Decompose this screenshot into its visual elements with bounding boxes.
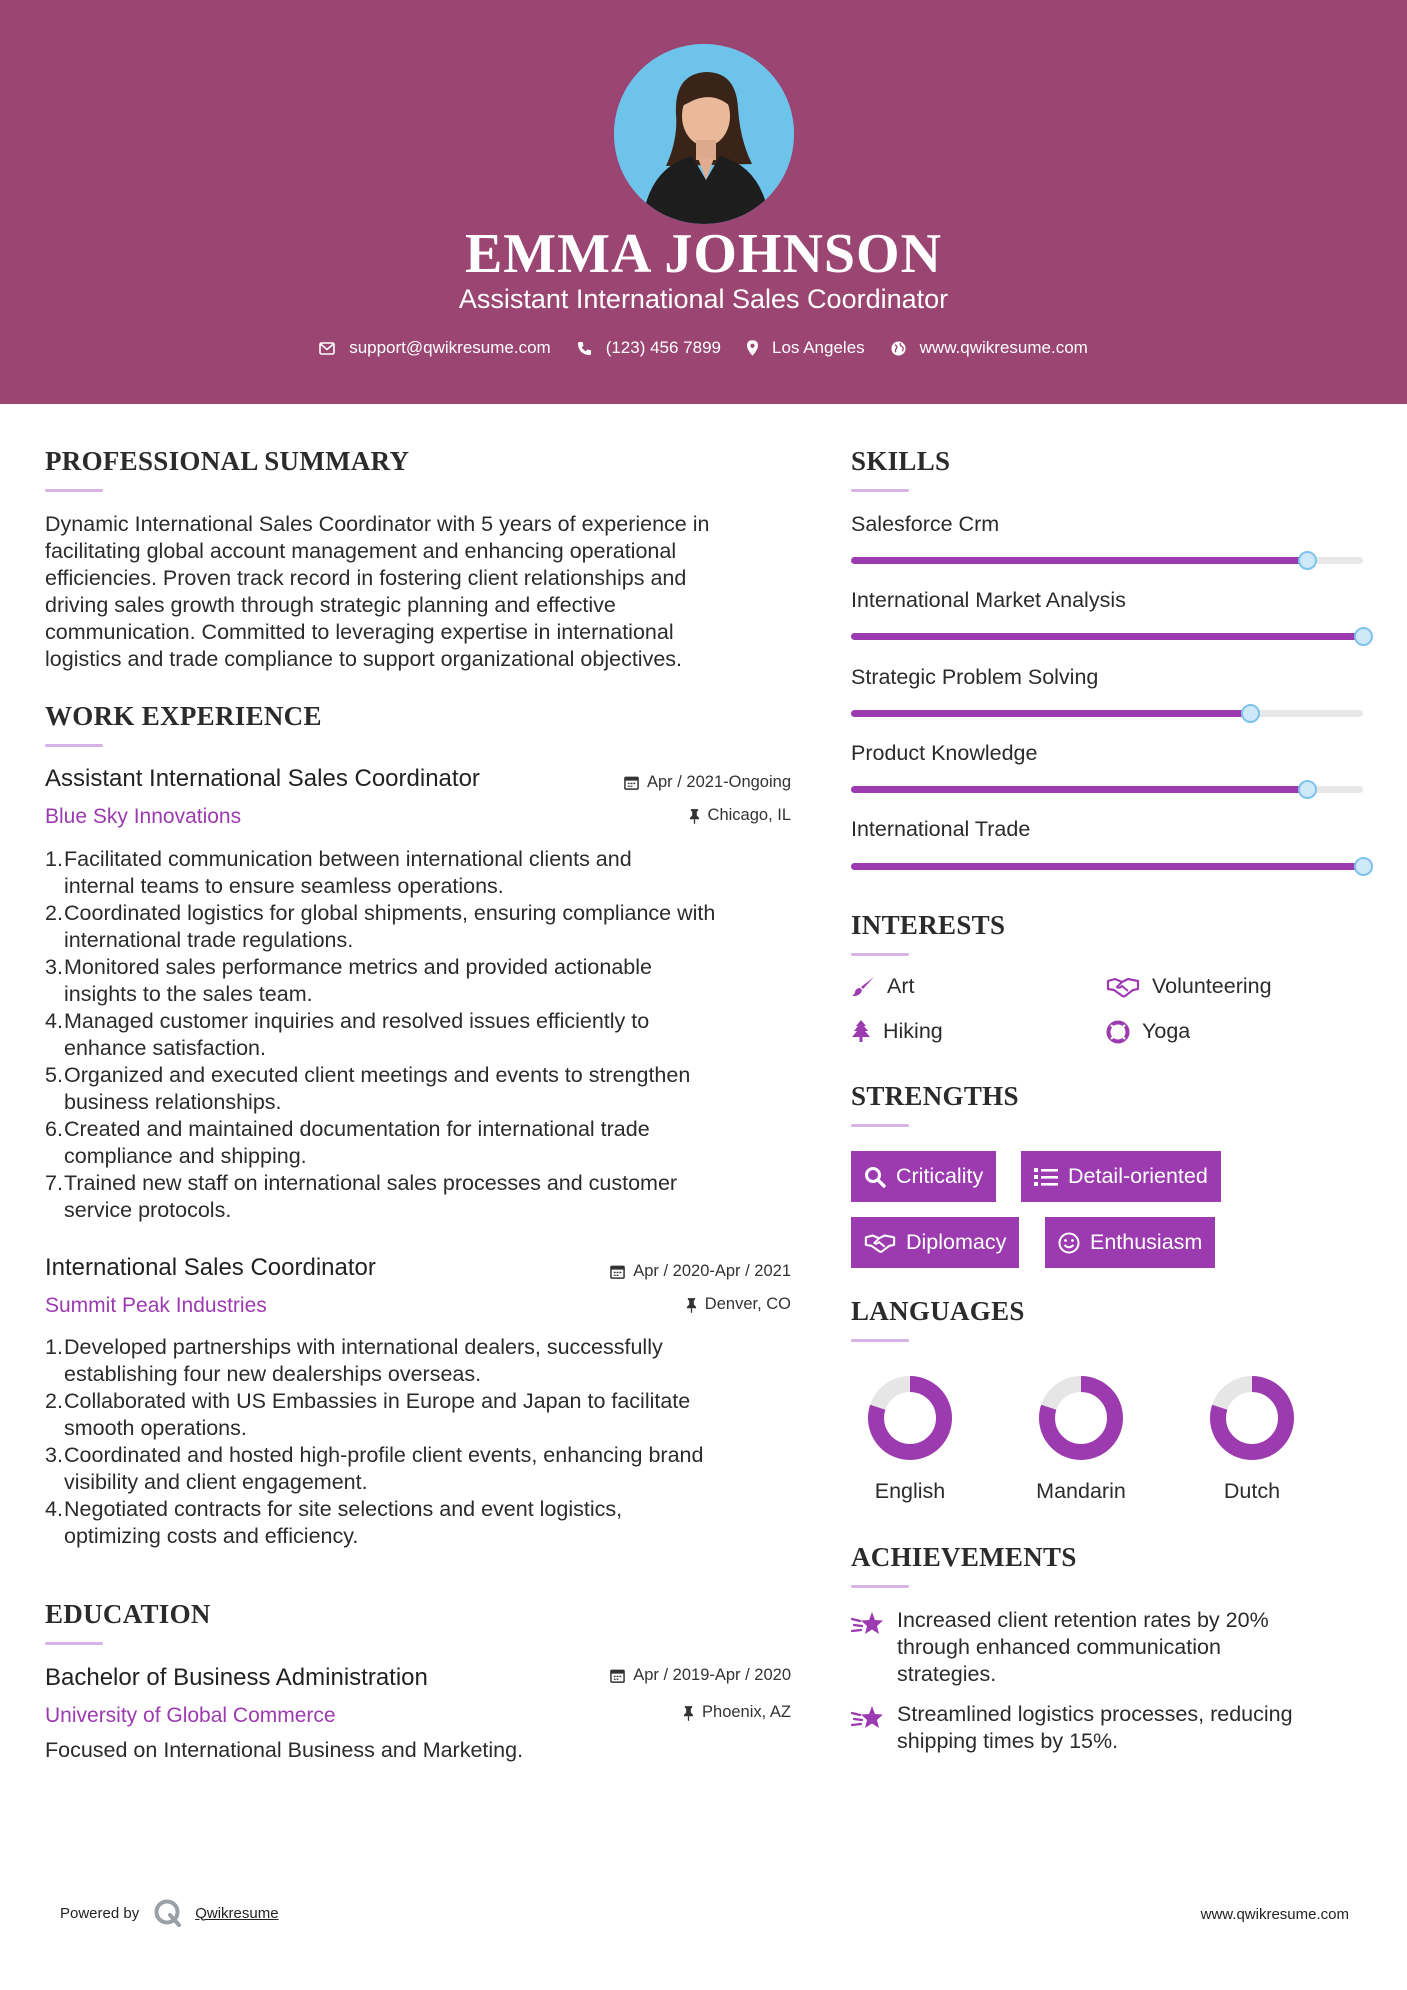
skill-name: Salesforce Crm: [851, 512, 1000, 536]
interest-item: [851, 1019, 943, 1044]
handshake-icon: [864, 1232, 896, 1254]
skill-bar: [851, 786, 1363, 793]
list-item-number: 3.: [45, 955, 63, 979]
skill-bar-fill: [851, 557, 1307, 564]
globe-icon: [891, 341, 906, 356]
strength-chip: [851, 1217, 1019, 1268]
strength-label: Detail-oriented: [1068, 1164, 1208, 1188]
list-item-line: Monitored sales performance metrics and provided actionable: [64, 955, 652, 979]
interests-heading: INTERESTS: [851, 910, 1006, 940]
education-location-text: Phoenix, AZ: [702, 1703, 791, 1721]
school-name: University of Global Commerce: [45, 1704, 336, 1727]
list-item-number: 2.: [45, 1389, 63, 1413]
list-item-line: Coordinated and hosted high-profile client events, enhancing brand: [64, 1443, 704, 1467]
list-item-line: smooth operations.: [64, 1416, 247, 1440]
interest-label: Yoga: [1142, 1019, 1191, 1043]
interest-item: [851, 974, 914, 999]
achievement-text: [897, 1607, 1269, 1688]
summary-text: [45, 511, 790, 673]
profile-photo: [614, 44, 794, 224]
powered-by-label: Powered by: [60, 1904, 140, 1922]
pushpin-icon: [683, 1705, 694, 1721]
summary-line: Dynamic International Sales Coordinator with 5 years of experience in: [45, 512, 710, 536]
interest-label: Volunteering: [1152, 974, 1272, 998]
list-item-number: 5.: [45, 1063, 63, 1087]
skill-bar-knob: [1298, 780, 1317, 799]
list-item-line: Organized and executed client meetings and events to strengthen: [64, 1063, 691, 1087]
skill-name: Strategic Problem Solving: [851, 665, 1099, 689]
paintbrush-icon: [851, 976, 875, 998]
calendar-icon: [610, 1264, 625, 1279]
skills-heading-underline: [851, 489, 909, 492]
list-item-line: Trained new staff on international sales processes and customer: [64, 1171, 678, 1195]
experience-heading: WORK EXPERIENCE: [45, 701, 322, 731]
list-icon: [1034, 1167, 1058, 1187]
summary-line: driving sales growth through strategic planning and effective: [45, 593, 616, 617]
skill-bar: [851, 633, 1363, 640]
list-item-number: 6.: [45, 1117, 63, 1141]
achievement-line: strategies.: [897, 1662, 997, 1686]
list-item: [45, 900, 805, 954]
list-item-line: Developed partnerships with international dealers, successfully: [64, 1335, 663, 1359]
list-item-line: Created and maintained documentation for international trade: [64, 1117, 650, 1141]
handshake-icon: [1106, 976, 1140, 998]
list-item-number: 4.: [45, 1497, 63, 1521]
interest-item: [1106, 1019, 1190, 1044]
list-item-line: insights to the sales team.: [64, 982, 313, 1006]
interest-label: Hiking: [883, 1019, 943, 1043]
achievement-line: shipping times by 15%.: [897, 1729, 1119, 1753]
list-item-line: Facilitated communication between international clients and: [64, 847, 632, 871]
strengths-heading: STRENGTHS: [851, 1081, 1019, 1111]
list-item-line: optimizing costs and efficiency.: [64, 1524, 359, 1548]
language-name: Mandarin: [1036, 1479, 1126, 1503]
list-item: [45, 1062, 805, 1116]
language-donut: [867, 1375, 953, 1461]
achievements-heading-underline: [851, 1585, 909, 1588]
skill-name: International Trade: [851, 817, 1031, 841]
job-location-text: Chicago, IL: [707, 806, 791, 824]
list-item-line: service protocols.: [64, 1198, 232, 1222]
summary-line: facilitating global account management and enhancing operational: [45, 539, 677, 563]
summary-line: efficiencies. Proven track record in fostering client relationships and: [45, 566, 687, 590]
achievement-item: [851, 1701, 1321, 1755]
contact-website-text: www.qwikresume.com: [919, 338, 1088, 357]
map-pin-icon: [747, 340, 758, 356]
list-item-line: enhance satisfaction.: [64, 1036, 266, 1060]
list-item: [45, 1388, 805, 1442]
lifering-icon: [1106, 1020, 1130, 1044]
list-item-line: business relationships.: [64, 1090, 282, 1114]
language-name: English: [874, 1479, 946, 1503]
contact-phone-text: (123) 456 7899: [605, 338, 722, 357]
language-donut: [1209, 1375, 1295, 1461]
strength-label: Criticality: [896, 1164, 984, 1188]
achievement-item: [851, 1607, 1321, 1688]
job-responsibilities: [45, 846, 805, 1224]
strength-chip: [1021, 1151, 1221, 1202]
list-item-number: 1.: [45, 1335, 63, 1359]
list-item: [45, 954, 805, 1008]
contact-location-text: Los Angeles: [772, 338, 865, 357]
list-item-number: 1.: [45, 847, 63, 871]
pushpin-icon: [686, 1297, 697, 1313]
tree-icon: [851, 1020, 871, 1043]
skill-bar-fill: [851, 786, 1307, 793]
job-location-text: Denver, CO: [704, 1295, 791, 1313]
list-item-line: Negotiated contracts for site selections and event logistics,: [64, 1497, 623, 1521]
qwikresume-link[interactable]: Qwikresume: [195, 1904, 279, 1922]
skill-bar: [851, 557, 1363, 564]
achievement-text: [897, 1701, 1293, 1755]
job-title: Assistant International Sales Coordinator: [45, 765, 480, 792]
skill-bar: [851, 710, 1363, 717]
strength-chip: [851, 1151, 996, 1202]
education-location: [683, 1703, 791, 1722]
skills-heading: SKILLS: [851, 446, 951, 476]
job-dates-text: Apr / 2020-Apr / 2021: [633, 1262, 791, 1280]
shooting-star-icon: [851, 1609, 885, 1637]
list-item-number: 4.: [45, 1009, 63, 1033]
skill-bar-knob: [1354, 627, 1373, 646]
candidate-name: EMMA JOHNSON: [464, 223, 943, 285]
list-item: [45, 846, 805, 900]
skill-name: International Market Analysis: [851, 588, 1126, 612]
strength-chip: [1045, 1217, 1215, 1268]
job-title: International Sales Coordinator: [45, 1254, 376, 1281]
list-item: [45, 1008, 805, 1062]
list-item-number: 7.: [45, 1171, 63, 1195]
contact-website[interactable]: [891, 338, 1088, 358]
job-location: [689, 806, 791, 825]
list-item-line: Managed customer inquiries and resolved issues efficiently to: [64, 1009, 650, 1033]
achievement-line: Increased client retention rates by 20%: [897, 1608, 1269, 1632]
job-dates: [610, 1262, 791, 1281]
experience-heading-underline: [45, 744, 103, 747]
languages-heading-underline: [851, 1339, 909, 1342]
achievements-heading: ACHIEVEMENTS: [851, 1542, 1077, 1572]
interest-label: Art: [887, 974, 915, 998]
list-item-line: international trade regulations.: [64, 928, 354, 952]
pushpin-icon: [689, 808, 700, 824]
interests-heading-underline: [851, 953, 909, 956]
calendar-icon: [624, 775, 639, 790]
list-item-line: visibility and client engagement.: [64, 1470, 368, 1494]
shooting-star-icon: [851, 1703, 885, 1731]
list-item: [45, 1442, 805, 1496]
skill-bar: [851, 863, 1363, 870]
profile-photo-illustration: [614, 44, 794, 224]
skill-bar-knob: [1241, 704, 1260, 723]
achievement-line: Streamlined logistics processes, reducing: [897, 1702, 1293, 1726]
education-dates-text: Apr / 2019-Apr / 2020: [633, 1666, 791, 1684]
footer-powered-by: [60, 1898, 279, 1928]
summary-heading-underline: [45, 489, 103, 492]
strength-label: Diplomacy: [906, 1230, 1007, 1254]
candidate-headline: Assistant International Sales Coordinator: [458, 284, 949, 314]
degree-title: Bachelor of Business Administration: [45, 1664, 428, 1691]
list-item-line: Collaborated with US Embassies in Europe and Japan to facilitate: [64, 1389, 691, 1413]
skill-bar-knob: [1354, 857, 1373, 876]
job-location: [686, 1295, 791, 1314]
contact-phone[interactable]: [577, 338, 721, 358]
skill-bar-fill: [851, 710, 1250, 717]
list-item-line: compliance and shipping.: [64, 1144, 307, 1168]
contact-email-text: support@qwikresume.com: [349, 338, 551, 357]
education-heading: EDUCATION: [45, 1599, 211, 1629]
list-item: [45, 1334, 805, 1388]
strengths-heading-underline: [851, 1124, 909, 1127]
strength-label: Enthusiasm: [1090, 1230, 1203, 1254]
contact-email[interactable]: [319, 338, 551, 358]
calendar-icon: [610, 1668, 625, 1683]
job-dates-text: Apr / 2021-Ongoing: [646, 773, 791, 791]
skill-bar-knob: [1298, 551, 1317, 570]
job-company: Summit Peak Industries: [45, 1294, 267, 1317]
phone-icon: [577, 341, 592, 356]
contact-location: [747, 338, 865, 358]
list-item-line: Coordinated logistics for global shipments, ensuring compliance with: [64, 901, 716, 925]
summary-line: communication. Committed to leveraging expertise in international: [45, 620, 674, 644]
job-dates: [624, 773, 791, 792]
education-heading-underline: [45, 1642, 103, 1645]
achievement-line: through enhanced communication: [897, 1635, 1221, 1659]
job-responsibilities: [45, 1334, 805, 1550]
resume-header: [0, 0, 1407, 404]
education-dates: [610, 1666, 791, 1685]
interest-item: [1106, 974, 1272, 999]
list-item-number: 3.: [45, 1443, 63, 1467]
summary-line: logistics and trade compliance to support organizational objectives.: [45, 647, 683, 671]
list-item-number: 2.: [45, 901, 63, 925]
skill-name: Product Knowledge: [851, 741, 1038, 765]
list-item: [45, 1116, 805, 1170]
list-item-line: establishing four new dealerships overseas.: [64, 1362, 482, 1386]
qwikresume-logo-icon: [153, 1898, 183, 1928]
footer-website[interactable]: www.qwikresume.com: [1200, 1906, 1349, 1923]
envelope-icon: [319, 342, 335, 355]
job-company: Blue Sky Innovations: [45, 805, 242, 828]
list-item: [45, 1170, 805, 1224]
skill-bar-fill: [851, 863, 1363, 870]
languages-heading: LANGUAGES: [851, 1296, 1025, 1326]
list-item: [45, 1496, 805, 1550]
language-name: Dutch: [1223, 1479, 1281, 1503]
list-item-line: internal teams to ensure seamless operations.: [64, 874, 504, 898]
language-donut: [1038, 1375, 1124, 1461]
smile-icon: [1058, 1232, 1080, 1254]
summary-heading: PROFESSIONAL SUMMARY: [45, 446, 410, 476]
contact-bar: [0, 338, 1407, 358]
search-icon: [864, 1166, 886, 1188]
education-description: Focused on International Business and Marketing.: [45, 1738, 524, 1762]
skill-bar-fill: [851, 633, 1363, 640]
